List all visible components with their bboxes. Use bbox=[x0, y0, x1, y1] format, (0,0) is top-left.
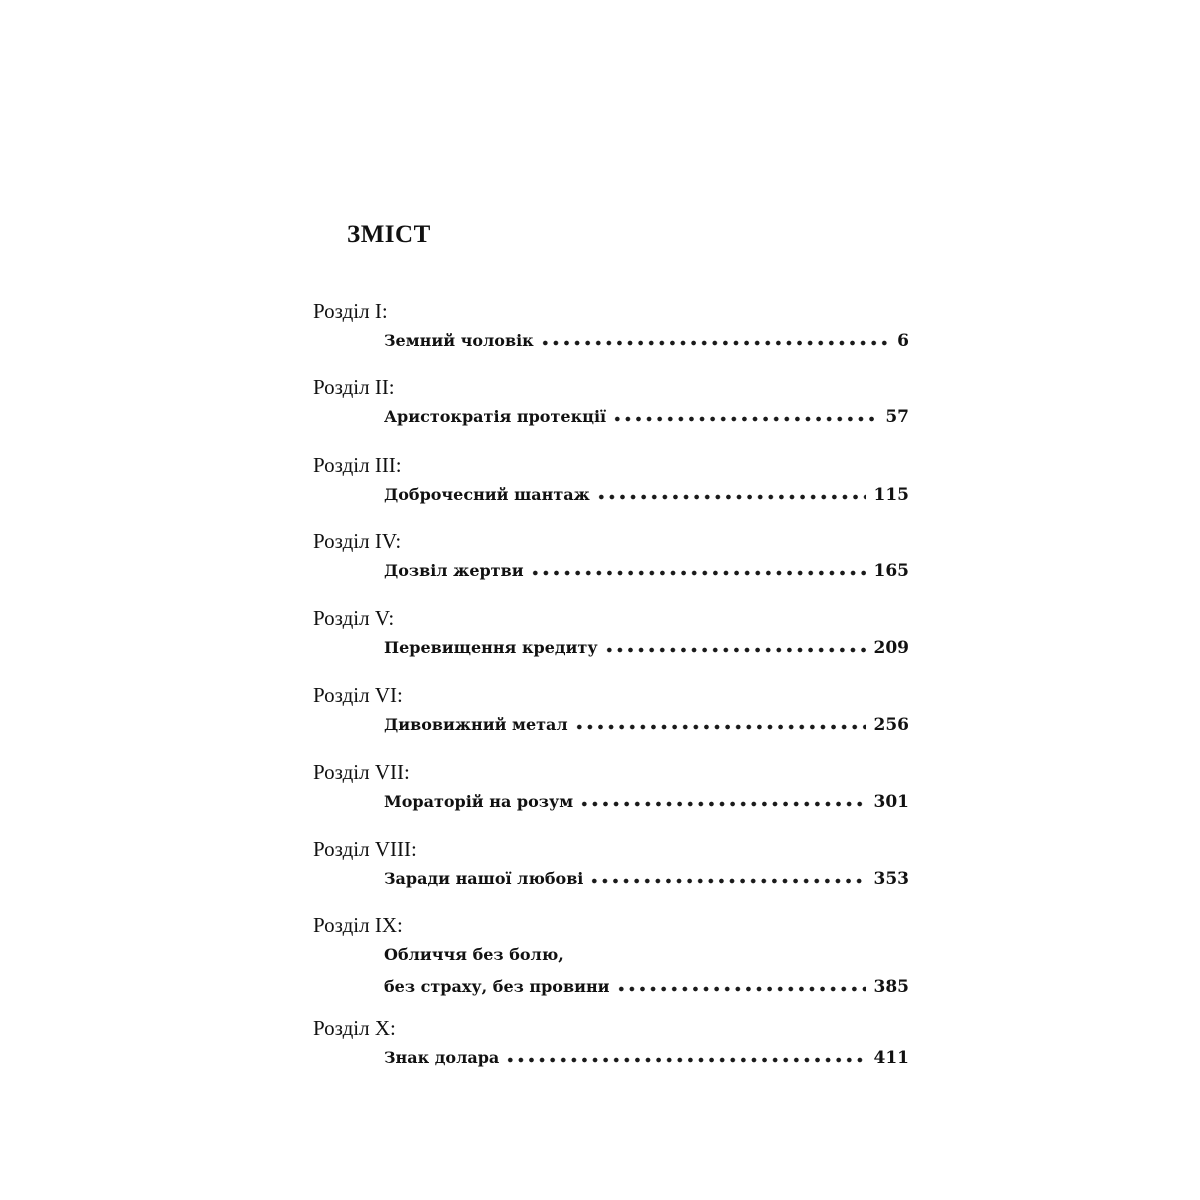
page-number: 57 bbox=[885, 407, 909, 427]
page-number: 385 bbox=[873, 977, 909, 997]
page-number: 115 bbox=[873, 485, 909, 505]
toc-row bbox=[384, 560, 909, 582]
chapter-title: Аристократія протекції bbox=[384, 407, 607, 426]
page-number: 6 bbox=[897, 331, 909, 351]
toc-entry-3 bbox=[313, 452, 909, 506]
chapter-title: Мораторій на розум bbox=[384, 792, 574, 811]
page-number: 301 bbox=[873, 792, 909, 812]
toc-row bbox=[384, 976, 909, 998]
toc-entry-8 bbox=[313, 836, 909, 890]
chapter-label: Розділ I: bbox=[313, 299, 388, 323]
chapter-title-continued: без страху, без провини bbox=[384, 977, 610, 996]
page-number: 165 bbox=[873, 561, 909, 581]
toc-row bbox=[384, 330, 909, 352]
dot-leader bbox=[574, 724, 866, 730]
dot-leader bbox=[596, 494, 866, 500]
page-number: 411 bbox=[873, 1048, 909, 1068]
chapter-label: Розділ VI: bbox=[313, 683, 403, 707]
dot-leader bbox=[505, 1057, 865, 1063]
dot-leader bbox=[612, 416, 877, 422]
chapter-title: Знак долара bbox=[384, 1048, 500, 1067]
toc-entry-1 bbox=[313, 298, 909, 352]
dot-leader bbox=[530, 570, 866, 576]
chapter-label: Розділ II: bbox=[313, 375, 395, 399]
dot-leader bbox=[616, 986, 866, 992]
toc-entry-6 bbox=[313, 682, 909, 736]
toc-title: ЗМІСТ bbox=[347, 221, 431, 248]
chapter-label: Розділ IX: bbox=[313, 913, 403, 937]
toc-entry-4 bbox=[313, 528, 909, 582]
dot-leader bbox=[540, 340, 889, 346]
chapter-title: Дивовижний метал bbox=[384, 715, 568, 734]
chapter-label: Розділ X: bbox=[313, 1016, 396, 1040]
chapter-title: Обличчя без болю, bbox=[384, 945, 564, 964]
toc-entry-2 bbox=[313, 374, 909, 428]
toc-entry-9 bbox=[313, 912, 909, 998]
chapter-title: Заради нашої любові bbox=[384, 869, 584, 888]
toc-row bbox=[384, 791, 909, 813]
toc-row bbox=[384, 484, 909, 506]
toc-row bbox=[384, 637, 909, 659]
page-number: 256 bbox=[873, 715, 909, 735]
dot-leader bbox=[589, 878, 865, 884]
page-number: 209 bbox=[873, 638, 909, 658]
chapter-label: Розділ VIII: bbox=[313, 837, 417, 861]
dot-leader bbox=[604, 647, 866, 653]
chapter-label: Розділ V: bbox=[313, 606, 395, 630]
chapter-label: Розділ III: bbox=[313, 453, 402, 477]
dot-leader bbox=[579, 801, 865, 807]
toc-row bbox=[384, 406, 909, 428]
toc-row bbox=[384, 714, 909, 736]
chapter-title: Дозвіл жертви bbox=[384, 561, 524, 580]
toc-entry-10 bbox=[313, 1015, 909, 1069]
chapter-label: Розділ IV: bbox=[313, 529, 402, 553]
toc-entry-5 bbox=[313, 605, 909, 659]
chapter-title: Доброчесний шантаж bbox=[384, 485, 590, 504]
chapter-label: Розділ VII: bbox=[313, 760, 410, 784]
chapter-title: Земний чоловік bbox=[384, 331, 534, 350]
toc-entry-7 bbox=[313, 759, 909, 813]
chapter-title: Перевищення кредиту bbox=[384, 638, 598, 657]
toc-row bbox=[384, 1047, 909, 1069]
toc-row bbox=[384, 868, 909, 890]
page-number: 353 bbox=[873, 869, 909, 889]
